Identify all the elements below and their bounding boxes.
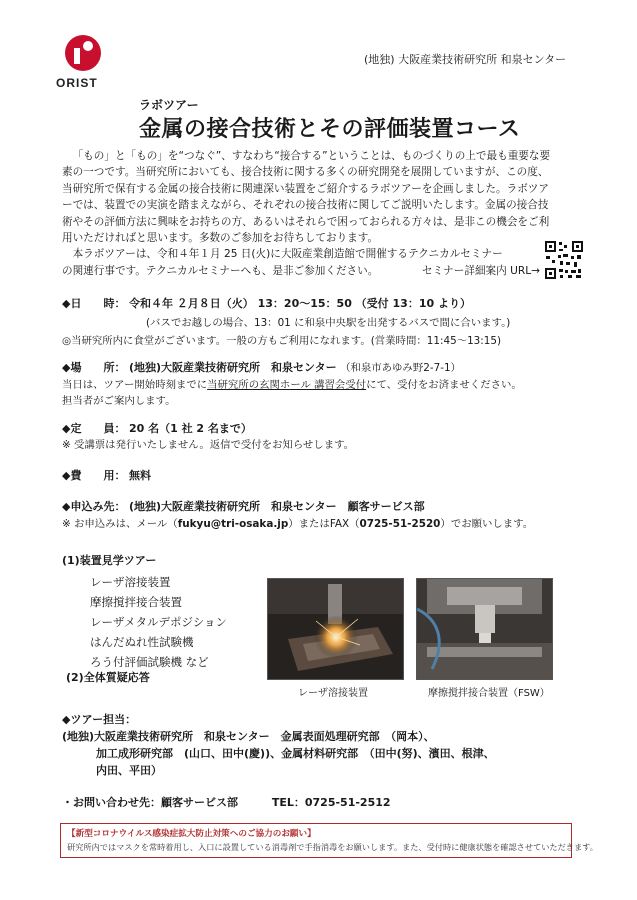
capacity-value: 20 名（1 社 2 名まで） xyxy=(128,422,252,435)
list-item: レーザ溶接装置 xyxy=(90,575,171,589)
apply-row xyxy=(62,499,425,515)
place-value: (地独)大阪産業技術研究所 和泉センター xyxy=(128,361,337,374)
date-bus-note: (バスでお越しの場合、13：01 に和泉中央駅を出発するバスで間に合います。) xyxy=(146,317,511,329)
intro-line: 本ラボツアーは、令和４年１月 25 日(火)に大阪産業創造館で開催するテクニカルセミナー xyxy=(72,248,503,261)
laser-welding-photo xyxy=(267,578,404,680)
intro-line: 「もの」と「もの」を“つなぐ”、すなわち“接合する”ということは、ものづくりの上で最も重要な要 xyxy=(72,150,551,162)
staff-line: 加工成形研究部 (山口、田中(慶))、金属材料研究部 （田中(努)、濱田、根津、 xyxy=(96,747,495,760)
intro-line: 術やその評価方法に興味をお持ちの方、あるいはそれらで困っておられる方々は、是非この機会をご利 xyxy=(62,215,550,228)
orist-logo-icon xyxy=(64,32,102,74)
intro-line: 用いただければと思います。多数のご参加をお待ちしております。 xyxy=(62,232,379,245)
apply-note xyxy=(62,516,533,532)
reception-location: 当研究所の玄関ホール 講習会受付 xyxy=(207,379,367,391)
photo1-caption: レーザ溶接装置 xyxy=(298,688,368,699)
program-item-qa: (2)全体質疑応答 xyxy=(66,671,150,684)
place-address: （和泉市あゆみ野2-7-1） xyxy=(340,362,461,374)
list-item: はんだぬれ性試験機 xyxy=(90,635,194,649)
capacity-row xyxy=(62,421,252,437)
place-note-text: にて、受付をお済ませください。 xyxy=(366,379,522,391)
apply-note-text: ※ お申込みは、メール（ xyxy=(62,518,178,530)
seminar-url-link[interactable]: セミナー詳細案内 URL→ xyxy=(421,264,540,277)
intro-line: 素の一つです。当研究所においても、接合技術に関する多くの研究開発を展開していますが、この度、 xyxy=(62,166,549,179)
capacity-note: ※ 受講票は発行いたしません。返信で受付をお知らせします。 xyxy=(62,439,355,451)
date-value: 令和４年 ２月８日（火） 13：20～15：50 （受付 13：10 より） xyxy=(128,297,471,310)
intro-line: ーでは、装置での実演を踏まえながら、それぞれの接合技術に関してご説明いたします。金属の接合技 xyxy=(62,199,549,212)
place-label: ◆場 所： xyxy=(62,361,126,374)
organization-header: (地独) 大阪産業技術研究所 和泉センター xyxy=(364,53,567,66)
place-note-text: 当日は、ツアー開始時刻までに xyxy=(62,379,208,391)
fee-row xyxy=(62,468,151,484)
cafeteria-note: ◎当研究所内に食堂がございます。一般の方もご利用になれます。(営業時間：11:45～13:15) xyxy=(62,335,502,347)
apply-label: ◆申込み先： xyxy=(62,500,126,513)
notice-body: 研究所内ではマスクを常時着用し、入口に設置している消毒剤で手指消毒をお願いします。また、受付時に健康状態を確認させていただきます。 xyxy=(67,842,598,852)
email-link[interactable]: fukyu@tri-osaka.jp xyxy=(177,518,289,530)
staff-line: (地独)大阪産業技術研究所 和泉センター 金属表面処理研究部 （岡本）、 xyxy=(62,730,435,743)
intro-line: の関連行事です。テクニカルセミナーへも、是非ご参加ください。 xyxy=(62,264,379,277)
page-title: 金属の接合技術とその評価装置コース xyxy=(139,117,521,142)
contact-phone[interactable]: TEL：0725-51-2512 xyxy=(271,796,391,809)
date-row xyxy=(62,296,471,312)
place-note xyxy=(62,377,522,393)
contact-row xyxy=(62,795,391,811)
program-item-tour: (1)装置見学ツアー xyxy=(62,554,157,567)
device-list xyxy=(90,572,227,672)
date-label: ◆日 時： xyxy=(62,297,126,310)
intro-line: 当研究所で保有する金属の接合技術に関連深い装置をご紹介するラボツアーを企画しました。ラボツア xyxy=(62,182,549,195)
fax-number: 0725-51-2520 xyxy=(359,518,441,530)
covid-notice-box xyxy=(60,823,598,858)
qr-code-icon[interactable] xyxy=(544,240,584,280)
apply-note-text: ）またはFAX（ xyxy=(288,518,360,530)
intro-paragraph xyxy=(62,148,584,279)
list-item: ろう付評価試験機 など xyxy=(90,655,209,669)
fee-label: ◆費 用： xyxy=(62,469,126,482)
list-item: レーザメタルデポジション xyxy=(90,615,228,629)
photo2-caption: 摩擦撹拌接合装置（FSW） xyxy=(428,688,550,699)
apply-value: (地独)大阪産業技術研究所 和泉センター 顧客サービス部 xyxy=(128,500,425,513)
capacity-label: ◆定 員： xyxy=(62,422,126,435)
friction-stir-welding-photo xyxy=(416,578,553,680)
page-kicker: ラボツアー xyxy=(139,98,199,112)
contact-label: ・お問い合わせ先：顧客サービス部 xyxy=(62,796,238,809)
apply-note-text: ）でお願いします。 xyxy=(440,518,534,530)
logo-text: ORIST xyxy=(56,76,98,90)
staff-line: 内田、平田） xyxy=(96,764,162,777)
staff-label: ◆ツアー担当： xyxy=(62,713,137,726)
notice-heading: 【新型コロナウイルス感染症拡大防止対策へのご協力のお願い】 xyxy=(67,829,316,839)
place-row xyxy=(62,360,461,376)
place-guide-note: 担当者がご案内します。 xyxy=(62,395,176,407)
fee-value: 無料 xyxy=(128,469,151,482)
list-item: 摩擦撹拌接合装置 xyxy=(90,595,182,609)
